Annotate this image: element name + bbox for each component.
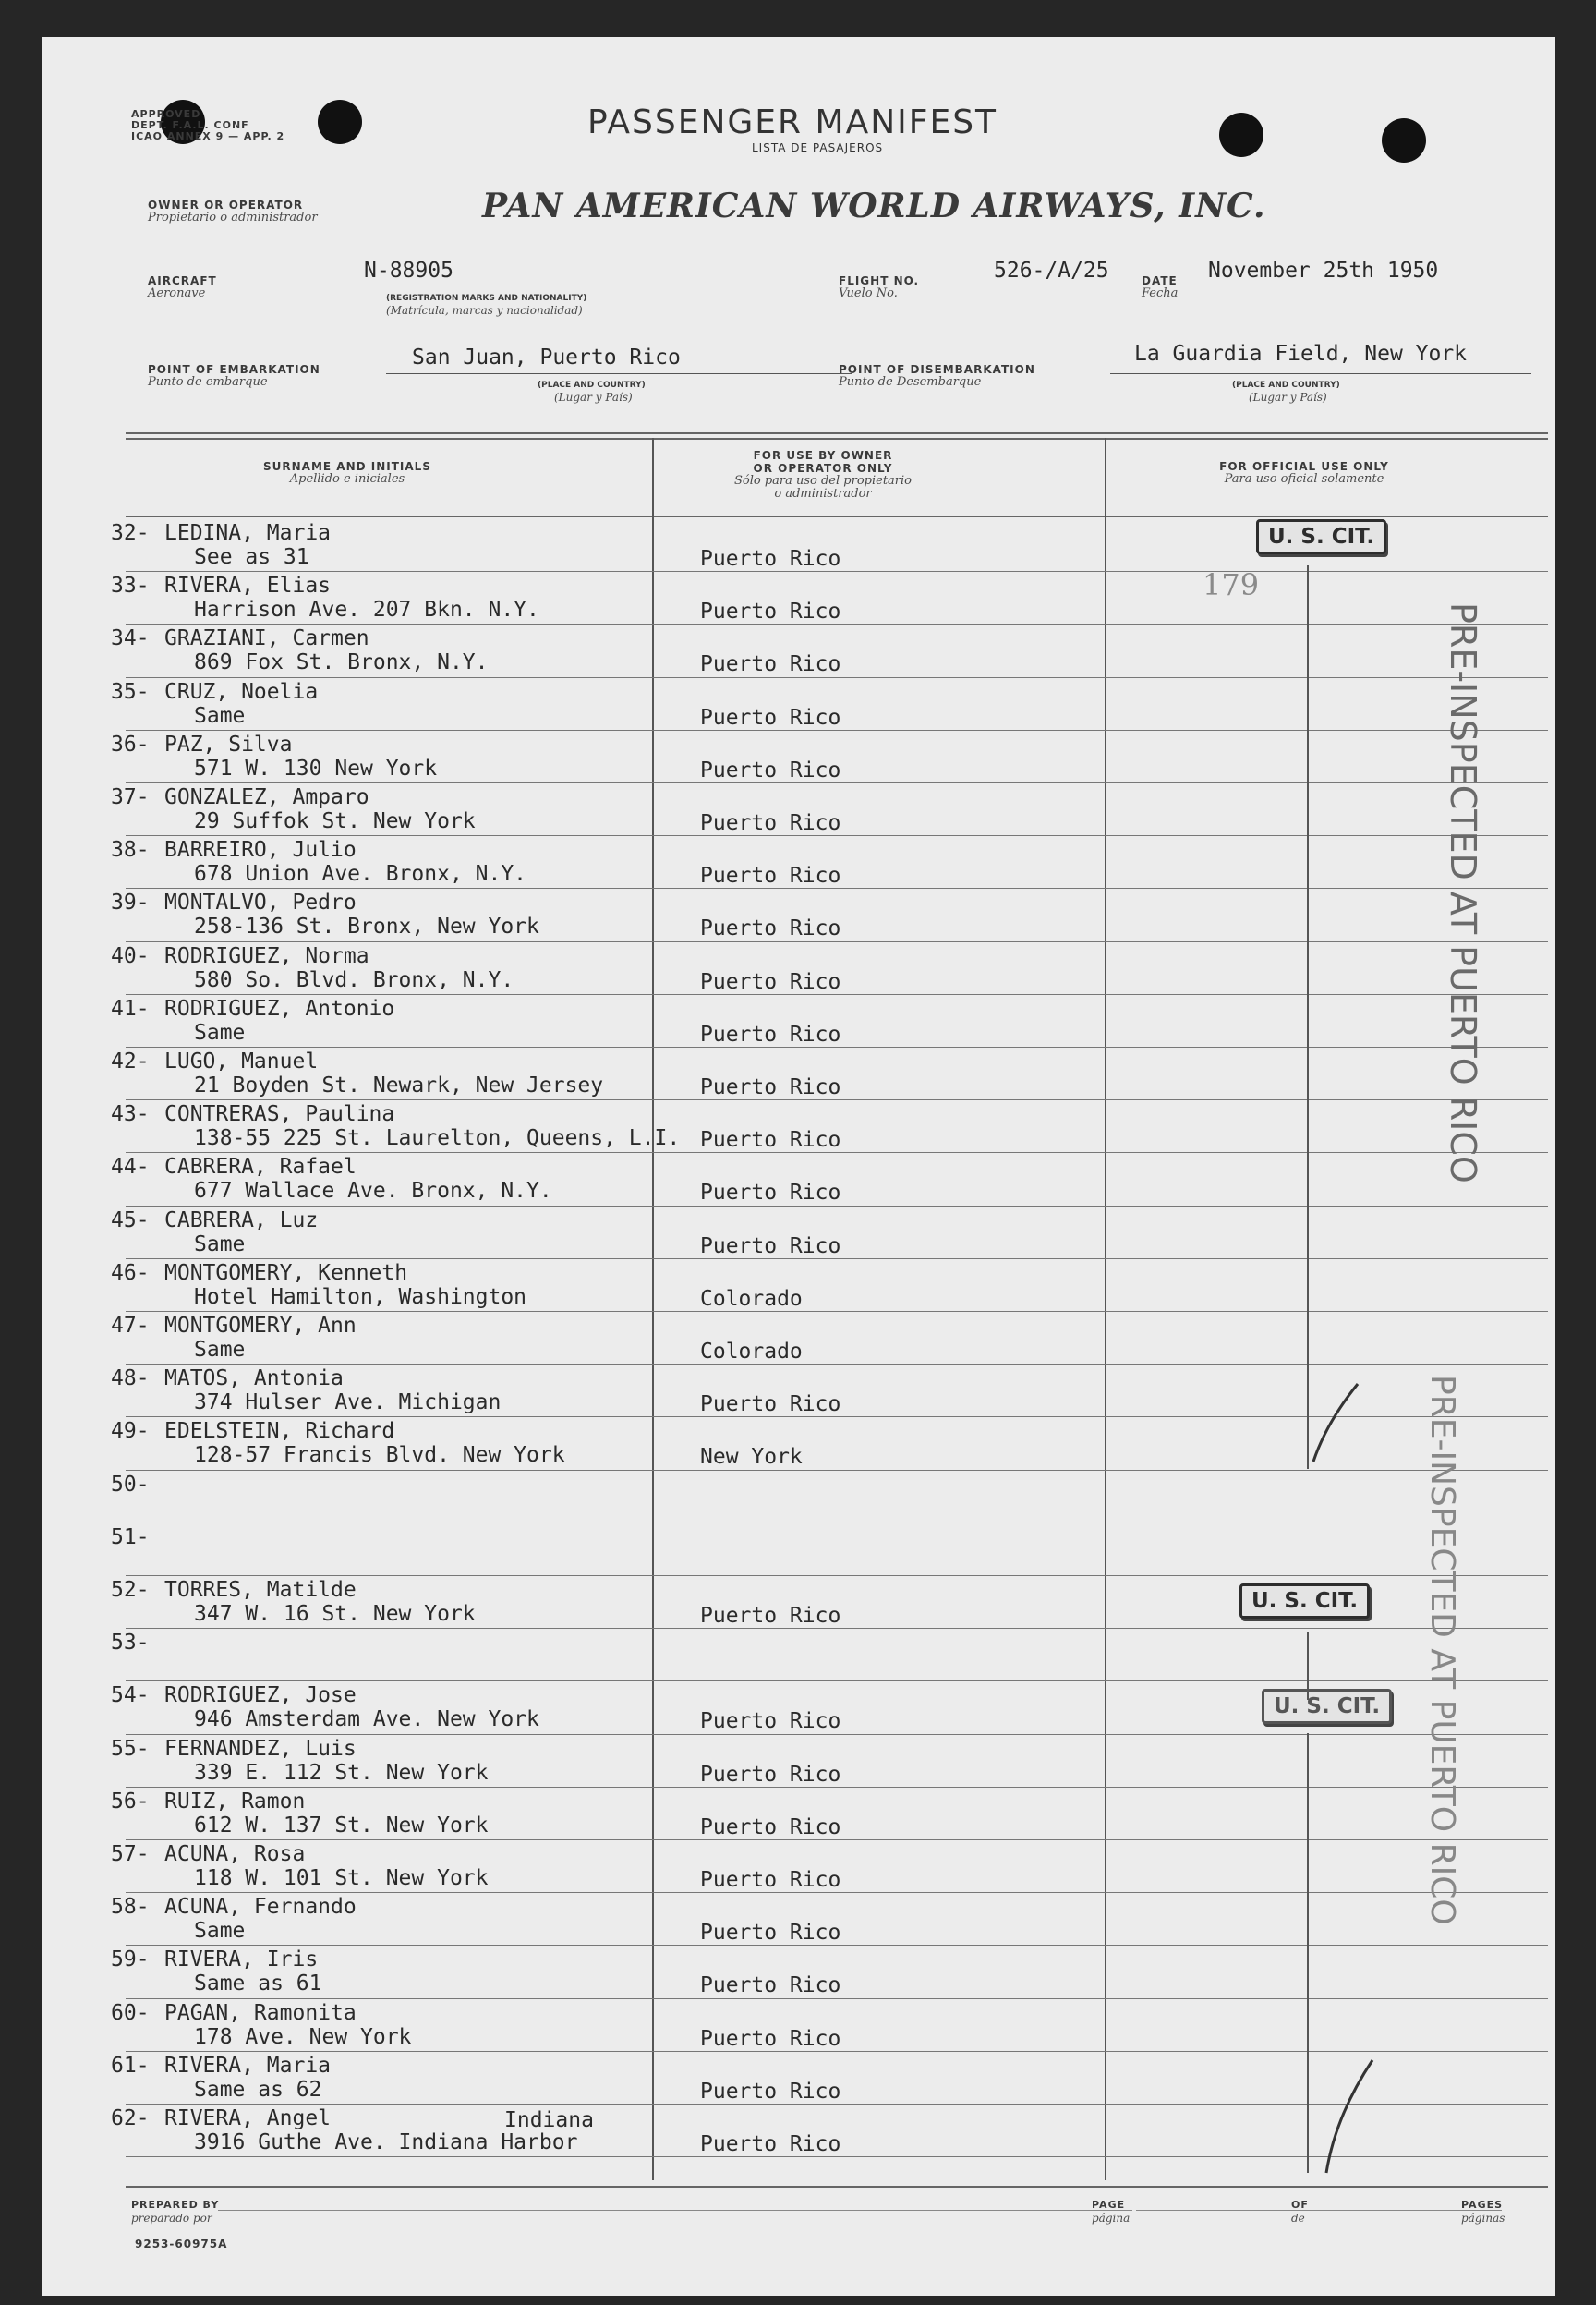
passenger-name: MATOS, Antonia (164, 1366, 344, 1391)
passenger-name: ACUNA, Rosa (164, 1842, 306, 1866)
aircraft-label-spanish: Aeronave (148, 286, 206, 300)
check-mark (1313, 1384, 1358, 1462)
passenger-name: RIVERA, Maria (164, 2053, 332, 2078)
disembark-place-caption: (PLACE AND COUNTRY) (1232, 381, 1340, 390)
passenger-address: 571 W. 130 New York (194, 756, 438, 781)
row-number: 54- (111, 1683, 150, 1708)
company-name: PAN AMERICAN WORLD AIRWAYS, INC. (482, 187, 1266, 225)
passenger-name: EDELSTEIN, Richard (164, 1419, 395, 1444)
passenger-address: 138-55 225 St. Laurelton, Queens, L.I. (194, 1126, 681, 1151)
date-label: DATE (1142, 274, 1178, 287)
passenger-name: BARREIRO, Julio (164, 838, 357, 863)
owner-label: OWNER OR OPERATOR (148, 199, 304, 212)
passenger-destination: Puerto Rico (700, 811, 841, 835)
row-number: 43- (111, 1102, 150, 1127)
embark-place-caption: (PLACE AND COUNTRY) (538, 381, 646, 390)
of-label: OF (1291, 2199, 1309, 2211)
row-number: 59- (111, 1947, 150, 1972)
passenger-address: Same as 61 (194, 1971, 322, 1996)
row-number: 44- (111, 1155, 150, 1180)
passenger-destination: Puerto Rico (700, 1181, 841, 1206)
passenger-destination: Puerto Rico (700, 652, 841, 677)
passenger-destination: Colorado (700, 1286, 803, 1311)
passenger-address: 678 Union Ave. Bronx, N.Y. (194, 862, 527, 887)
passenger-name: GRAZIANI, Carmen (164, 626, 369, 651)
passenger-address: 946 Amsterdam Ave. New York (194, 1707, 539, 1732)
flight-label-spanish: Vuelo No. (839, 286, 898, 300)
registration-caption: (REGISTRATION MARKS AND NATIONALITY) (386, 294, 587, 303)
flight-value: 526-/A/25 (994, 259, 1109, 283)
row-number: 58- (111, 1895, 150, 1920)
embark-place-caption-spanish: (Lugar y País) (554, 391, 633, 404)
row-number: 56- (111, 1789, 150, 1814)
passenger-destination: Puerto Rico (700, 1392, 841, 1417)
passenger-name: CONTRERAS, Paulina (164, 1102, 395, 1127)
col2-header-line: OR OPERATOR ONLY (753, 462, 893, 475)
col2-header-spanish: o administrador (774, 487, 872, 501)
passenger-destination: Puerto Rico (700, 969, 841, 994)
prepared-by-line (218, 2210, 1132, 2211)
passenger-destination: Puerto Rico (700, 1814, 841, 1839)
registration-caption-spanish: (Matrícula, marcas y nacionalidad) (386, 304, 583, 317)
row-number: 46- (111, 1260, 150, 1285)
passenger-name: FERNANDEZ, Luis (164, 1736, 357, 1761)
row-number: 53- (111, 1631, 150, 1656)
disembark-label-spanish: Punto de Desembarque (839, 375, 982, 389)
check-mark (1326, 2060, 1372, 2173)
passenger-name: CABRERA, Luz (164, 1207, 319, 1232)
passenger-name: GONZALEZ, Amparo (164, 785, 369, 809)
passenger-address: Same (194, 1020, 246, 1045)
passenger-name: LUGO, Manuel (164, 1049, 319, 1074)
row-number: 50- (111, 1472, 150, 1497)
owner-label-spanish: Propietario o administrador (148, 211, 318, 224)
row-number: 49- (111, 1419, 150, 1444)
form-title-spanish: LISTA DE PASAJEROS (752, 141, 884, 154)
passenger-name: RUIZ, Ramon (164, 1789, 306, 1814)
embark-label-spanish: Punto de embarque (148, 375, 268, 389)
col1-header-label: SURNAME AND INITIALS (263, 460, 431, 473)
approval-line: DEPT. F.A.L. CONF (131, 119, 249, 131)
passenger-address: 677 Wallace Ave. Bronx, N.Y. (194, 1179, 552, 1204)
col1-header-spanish: Apellido e iniciales (289, 472, 405, 486)
official-markings (42, 37, 1555, 2296)
passenger-address: 258-136 St. Bronx, New York (194, 915, 539, 940)
of-label-block (1291, 2199, 1309, 2225)
preinspected-stamp: PRE-INSPECTED AT PUERTO RICO (1443, 602, 1483, 1183)
passenger-destination: New York (700, 1445, 803, 1470)
row-number: 38- (111, 838, 150, 863)
passenger-name: RIVERA, Angel (164, 2106, 332, 2130)
prepared-by-spanish: preparado por (131, 2212, 212, 2225)
row-number: 33- (111, 574, 150, 599)
col2-header-spanish: Sólo para uso del propietario (733, 474, 913, 488)
passenger-destination: Puerto Rico (700, 547, 841, 571)
passenger-destination: Puerto Rico (700, 2132, 841, 2156)
aircraft-value: N-88905 (364, 259, 453, 283)
passenger-name: PAZ, Silva (164, 732, 293, 757)
passenger-destination: Puerto Rico (700, 705, 841, 730)
passenger-destination: Puerto Rico (700, 1075, 841, 1099)
passenger-name: RODRIGUEZ, Antonio (164, 996, 395, 1021)
passenger-address: Same (194, 1231, 246, 1256)
row-number: 61- (111, 2053, 150, 2078)
date-value: November 25th 1950 (1208, 259, 1439, 283)
row-number: 39- (111, 891, 150, 916)
row-number: 57- (111, 1842, 150, 1866)
col2-header-line: FOR USE BY OWNER (753, 449, 893, 462)
preinspected-stamp: PRE-INSPECTED AT PUERTO RICO (1423, 1375, 1461, 1925)
row-number: 47- (111, 1314, 150, 1338)
row-number: 60- (111, 2000, 150, 2025)
passenger-address: 347 W. 16 St. New York (194, 1602, 476, 1626)
date-label-spanish: Fecha (1142, 286, 1179, 300)
row-number: 45- (111, 1207, 150, 1232)
row-number: 48- (111, 1366, 150, 1391)
footer-rule (126, 2186, 1548, 2188)
passenger-destination: Puerto Rico (700, 2079, 841, 2104)
passenger-address: 128-57 Francis Blvd. New York (194, 1443, 565, 1468)
page-label: PAGE (1092, 2199, 1126, 2211)
passenger-address: 29 Suffok St. New York (194, 809, 476, 833)
passenger-destination: Puerto Rico (700, 758, 841, 782)
us-citizen-stamp: U. S. CIT. (1256, 519, 1386, 554)
row-number: 55- (111, 1736, 150, 1761)
passenger-address: Same (194, 1338, 246, 1362)
page-label-block (1092, 2199, 1130, 2225)
embark-label: POINT OF EMBARKATION (148, 363, 320, 376)
aircraft-label: AIRCRAFT (148, 274, 217, 287)
approval-line: APPROVED (131, 108, 201, 120)
passenger-address: 339 E. 112 St. New York (194, 1760, 489, 1785)
row-number: 35- (111, 679, 150, 704)
passenger-name: MONTALVO, Pedro (164, 891, 357, 916)
passenger-destination: Puerto Rico (700, 916, 841, 941)
passenger-address: 374 Hulser Ave. Michigan (194, 1390, 502, 1415)
pages-label-spanish: páginas (1461, 2212, 1505, 2225)
prepared-by-label: PREPARED BY (131, 2199, 220, 2211)
passenger-name: MONTGOMERY, Ann (164, 1314, 357, 1338)
row-number: 40- (111, 943, 150, 968)
passenger-destination: Puerto Rico (700, 2026, 841, 2051)
form-title: PASSENGER MANIFEST (587, 103, 998, 141)
passenger-name: RIVERA, Iris (164, 1947, 319, 1972)
form-number: 9253-60975A (135, 2238, 228, 2250)
row-number: 52- (111, 1578, 150, 1602)
passenger-address: Hotel Hamilton, Washington (194, 1284, 527, 1309)
manifest-sheet (42, 37, 1555, 2296)
passenger-name: RODRIGUEZ, Jose (164, 1683, 357, 1708)
passenger-destination: Puerto Rico (700, 864, 841, 889)
pages-label-block (1461, 2199, 1505, 2225)
passenger-name: MONTGOMERY, Kenneth (164, 1260, 408, 1285)
passenger-destination: Puerto Rico (700, 1921, 841, 1946)
disembark-place-caption-spanish: (Lugar y País) (1249, 391, 1327, 404)
disembark-value: La Guardia Field, New York (1134, 342, 1468, 366)
row-number: 41- (111, 996, 150, 1021)
passenger-name: ACUNA, Fernando (164, 1895, 357, 1920)
disembark-label: POINT OF DISEMBARKATION (839, 363, 1035, 376)
passenger-address: Same (194, 703, 246, 728)
passenger-destination: Puerto Rico (700, 1973, 841, 1998)
passenger-address: 869 Fox St. Bronx, N.Y. (194, 650, 489, 675)
passenger-name: RIVERA, Elias (164, 574, 332, 599)
passenger-name: PAGAN, Ramonita (164, 2000, 357, 2025)
passenger-address: 178 Ave. New York (194, 2024, 412, 2049)
passenger-name: TORRES, Matilde (164, 1578, 357, 1602)
passenger-address: Same (194, 1919, 246, 1944)
row-number: 36- (111, 732, 150, 757)
passenger-address: 3916 Guthe Ave. Indiana Harbor (194, 2130, 578, 2154)
of-label-spanish: de (1291, 2212, 1305, 2225)
passenger-destination: Puerto Rico (700, 1709, 841, 1734)
passenger-name: RODRIGUEZ, Norma (164, 943, 369, 968)
us-citizen-stamp: U. S. CIT. (1262, 1689, 1392, 1724)
pages-label: PAGES (1461, 2199, 1504, 2211)
passenger-address: 118 W. 101 St. New York (194, 1866, 489, 1890)
passenger-address: See as 31 (194, 545, 309, 569)
indiana-note: Indiana (504, 2108, 594, 2132)
col3-header-label: FOR OFFICIAL USE ONLY (1219, 460, 1389, 473)
approval-line: ICAO ANNEX 9 — APP. 2 (131, 130, 285, 142)
passenger-name: LEDINA, Maria (164, 521, 332, 545)
passenger-destination: Puerto Rico (700, 1868, 841, 1892)
row-number: 62- (111, 2106, 150, 2130)
official-number: 179 (1203, 567, 1260, 602)
row-number: 42- (111, 1049, 150, 1074)
flight-label: FLIGHT NO. (839, 274, 920, 287)
row-number: 32- (111, 521, 150, 545)
row-number: 37- (111, 785, 150, 809)
passenger-address: 612 W. 137 St. New York (194, 1813, 489, 1838)
passenger-name: CABRERA, Rafael (164, 1155, 357, 1180)
passenger-destination: Puerto Rico (700, 1604, 841, 1628)
passenger-destination: Puerto Rico (700, 600, 841, 625)
row-number: 51- (111, 1524, 150, 1549)
passenger-destination: Puerto Rico (700, 1762, 841, 1787)
passenger-destination: Colorado (700, 1340, 803, 1364)
passenger-destination: Puerto Rico (700, 1128, 841, 1153)
col3-header-spanish: Para uso oficial solamente (1224, 472, 1384, 486)
passenger-name: CRUZ, Noelia (164, 679, 319, 704)
row-number: 34- (111, 626, 150, 651)
embark-value: San Juan, Puerto Rico (412, 346, 681, 370)
prepared-by-block (131, 2199, 219, 2225)
passenger-destination: Puerto Rico (700, 1233, 841, 1258)
passenger-address: Harrison Ave. 207 Bkn. N.Y. (194, 598, 539, 623)
passenger-address: Same as 62 (194, 2077, 322, 2102)
us-citizen-stamp: U. S. CIT. (1239, 1583, 1370, 1619)
passenger-destination: Puerto Rico (700, 1022, 841, 1047)
passenger-address: 21 Boyden St. Newark, New Jersey (194, 1074, 604, 1098)
page-label-spanish: página (1092, 2212, 1130, 2225)
passenger-address: 580 So. Blvd. Bronx, N.Y. (194, 967, 514, 992)
